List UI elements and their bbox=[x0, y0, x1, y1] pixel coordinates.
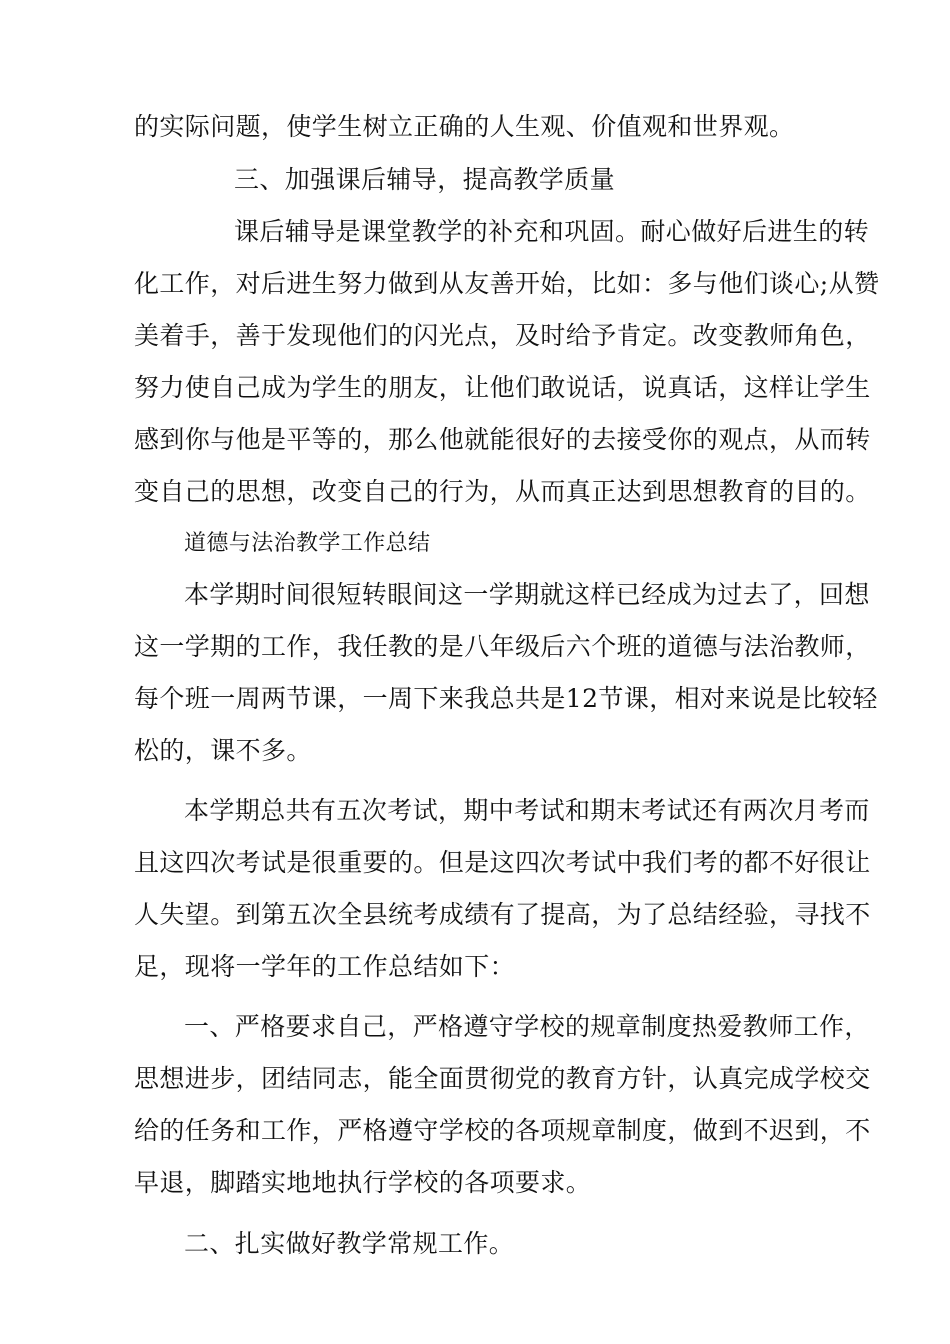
text-line: 本学期总共有五次考试，期中考试和期末考试还有两次月考而 bbox=[184, 796, 870, 825]
text-line: 给的任务和工作，严格遵守学校的各项规章制度，做到不迟到，不 bbox=[134, 1116, 871, 1145]
text-line: 一、严格要求自己，严格遵守学校的规章制度热爱教师工作， bbox=[184, 1012, 870, 1041]
text-line: 人失望。到第五次全县统考成绩有了提高，为了总结经验，寻找不 bbox=[134, 900, 871, 929]
text-line: 的实际问题，使学生树立正确的人生观、价值观和世界观。 bbox=[134, 112, 795, 141]
text-line: 变自己的思想，改变自己的行为，从而真正达到思想教育的目的。 bbox=[134, 477, 871, 506]
text-line: 足，现将一学年的工作总结如下： bbox=[134, 952, 516, 981]
section-heading: 二、扎实做好教学常规工作。 bbox=[184, 1229, 515, 1258]
text-line: 感到你与他是平等的，那么他就能很好的去接受你的观点，从而转 bbox=[134, 425, 871, 454]
text-line: 思想进步，团结同志，能全面贯彻党的教育方针，认真完成学校交 bbox=[134, 1064, 871, 1093]
text-line: 这一学期的工作，我任教的是八年级后六个班的道德与法治教师， bbox=[134, 632, 871, 661]
document-title: 道德与法治教学工作总结 bbox=[184, 531, 431, 556]
text-line: 早退，脚踏实地地执行学校的各项要求。 bbox=[134, 1168, 592, 1197]
text-line: 美着手，善于发现他们的闪光点，及时给予肯定。改变教师角色， bbox=[134, 321, 871, 350]
text-line: 化工作，对后进生努力做到从友善开始，比如：多与他们谈心;从赞 bbox=[134, 269, 880, 298]
text-line: 且这四次考试是很重要的。但是这四次考试中我们考的都不好很让 bbox=[134, 848, 871, 877]
text-line: 努力使自己成为学生的朋友，让他们敢说话，说真话，这样让学生 bbox=[134, 373, 871, 402]
text-line: 每个班一周两节课，一周下来我总共是12节课，相对来说是比较轻 bbox=[134, 684, 878, 713]
text-line: 松的，课不多。 bbox=[134, 736, 312, 765]
section-heading: 三、加强课后辅导，提高教学质量 bbox=[234, 165, 616, 194]
text-line: 课后辅导是课堂教学的补充和巩固。耐心做好后进生的转 bbox=[234, 217, 870, 246]
text-line: 本学期时间很短转眼间这一学期就这样已经成为过去了，回想 bbox=[184, 580, 870, 609]
